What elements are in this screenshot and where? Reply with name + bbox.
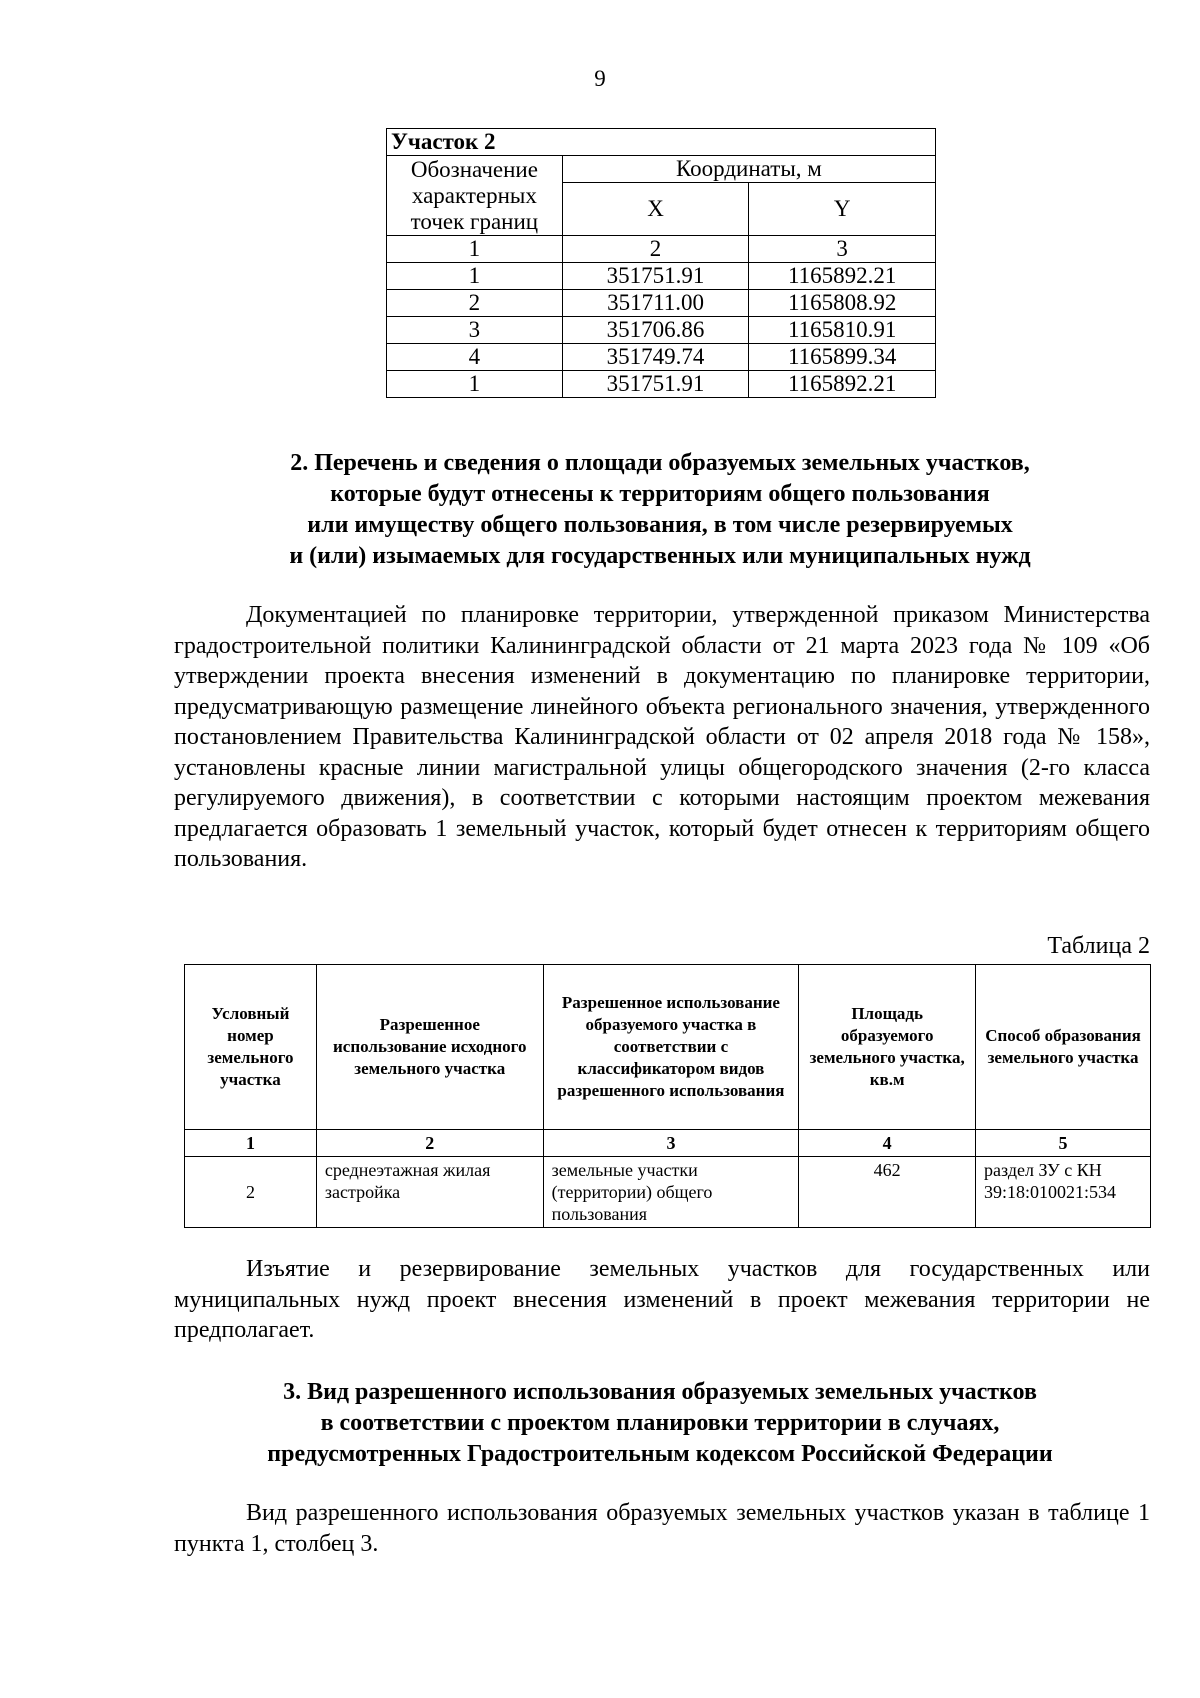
- header-x: X: [562, 183, 749, 236]
- column-number: 1: [387, 236, 563, 263]
- point-number: 1: [387, 263, 563, 290]
- heading-line: 3. Вид разрешенного использования образуемых земельных участков: [283, 1379, 1037, 1405]
- table-row: [387, 344, 936, 371]
- table2-header: Площадь образуемого земельного участка, кв.м: [799, 965, 976, 1130]
- heading-line: или имуществу общего пользования, в том числе резервируемых: [307, 512, 1013, 538]
- source-use: среднеэтажная жилая застройка: [316, 1157, 543, 1228]
- x-value: 351711.00: [562, 290, 749, 317]
- section2-paragraph: Документацией по планировке территории, утвержденной приказом Министерства градостроительной политики Калининградской области от 21 марта 2023 года № 109 «Об утверждении проекта внесения изменений в документацию по планировке территории, предусматривающую размещение линейного объекта регионального значения, утвержденного постановлением Правительства Калининградской области от 02 апреля 2018 года № 158», установлены красные линии магистральной улицы общегородского значения (2-го класса регулируемого движения), в соответствии с которыми настоящим проектом межевания предлагается образовать 1 земельный участок, который будет отнесен к территориям общего пользования.: [174, 602, 1150, 872]
- table-row: [387, 317, 936, 344]
- table-row: [387, 371, 936, 398]
- column-number: 5: [976, 1130, 1151, 1157]
- point-number: 3: [387, 317, 563, 344]
- heading-line: предусмотренных Градостроительным кодексом Российской Федерации: [267, 1441, 1053, 1467]
- column-number: 3: [749, 236, 936, 263]
- page-number: 9: [594, 66, 606, 91]
- column-number: 2: [562, 236, 749, 263]
- point-number: 2: [387, 290, 563, 317]
- section3-paragraph: Вид разрешенного использования образуемых земельных участков указан в таблице 1 пункта 1, столбец 3.: [174, 1500, 1150, 1557]
- table-row: [387, 263, 936, 290]
- y-value: 1165892.21: [749, 371, 936, 398]
- y-value: 1165892.21: [749, 263, 936, 290]
- column-number: 3: [543, 1130, 799, 1157]
- section3-heading: [170, 1377, 1150, 1470]
- header-y: Y: [749, 183, 936, 236]
- formation-method: раздел ЗУ с КН 39:18:010021:534: [976, 1157, 1151, 1228]
- y-value: 1165899.34: [749, 344, 936, 371]
- seizure-paragraph: Изъятие и резервирование земельных участков для государственных или муниципальных нужд проект внесения изменений в проект межевания территории не предполагает.: [174, 1256, 1150, 1343]
- header-designation: Обозначение характерных точек границ: [387, 156, 563, 236]
- new-use: земельные участки (территории) общего пользования: [543, 1157, 799, 1228]
- x-value: 351751.91: [562, 371, 749, 398]
- table2: [184, 964, 1151, 1228]
- table2-header: Разрешенное использование исходного земельного участка: [316, 965, 543, 1130]
- column-number: 1: [185, 1130, 317, 1157]
- table-row: [387, 290, 936, 317]
- heading-line: в соответствии с проектом планировки территории в случаях,: [320, 1410, 1000, 1436]
- heading-line: которые будут отнесены к территориям общего пользования: [330, 481, 990, 507]
- y-value: 1165808.92: [749, 290, 936, 317]
- table2-header: Условный номер земельного участка: [185, 965, 317, 1130]
- column-number: 4: [799, 1130, 976, 1157]
- table2-header: Способ образования земельного участка: [976, 965, 1151, 1130]
- point-number: 1: [387, 371, 563, 398]
- area-value: 462: [799, 1157, 976, 1228]
- coordinates-table: [386, 128, 936, 398]
- y-value: 1165810.91: [749, 317, 936, 344]
- section2-heading: [170, 448, 1150, 572]
- x-value: 351751.91: [562, 263, 749, 290]
- table2-header: Разрешенное использование образуемого участка в соответствии с классификатором видов разрешенного использования: [543, 965, 799, 1130]
- header-coordinates: Координаты, м: [562, 156, 935, 183]
- point-number: 4: [387, 344, 563, 371]
- table-row: [185, 1157, 1151, 1228]
- x-value: 351706.86: [562, 317, 749, 344]
- plot-number: 2: [185, 1157, 317, 1228]
- plot-title: Участок 2: [387, 129, 936, 156]
- heading-line: и (или) изымаемых для государственных или муниципальных нужд: [289, 543, 1031, 569]
- column-number: 2: [316, 1130, 543, 1157]
- x-value: 351749.74: [562, 344, 749, 371]
- table2-caption: Таблица 2: [1047, 933, 1150, 959]
- heading-line: 2. Перечень и сведения о площади образуемых земельных участков,: [290, 450, 1030, 476]
